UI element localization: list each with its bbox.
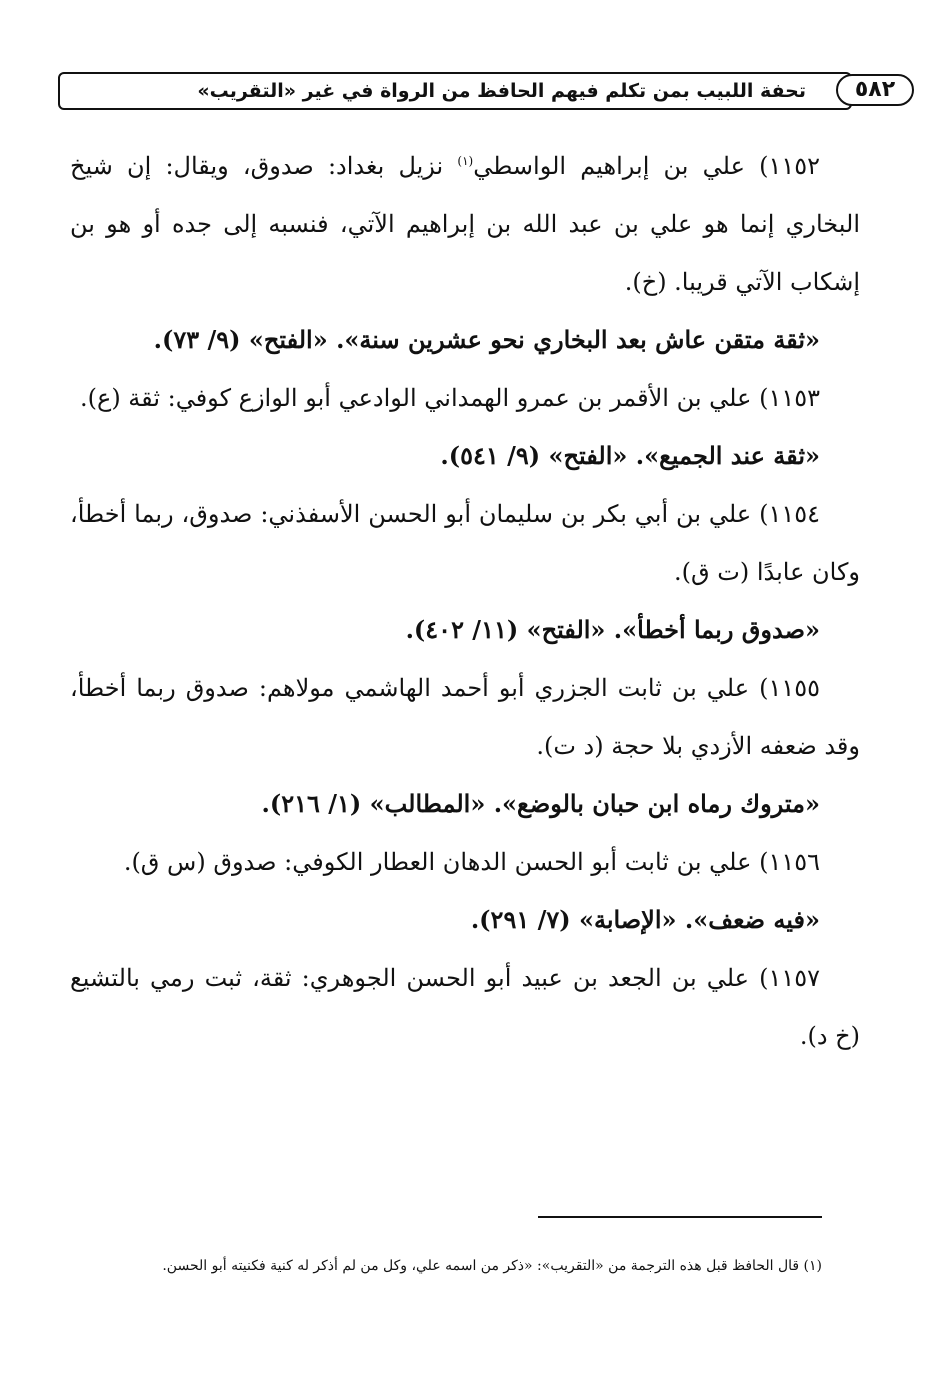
entry-note-1152: «ثقة متقن عاش بعد البخاري نحو عشرين سنة». «الفتح» (٩/ ٧٣). bbox=[153, 325, 820, 354]
entry-1152 bbox=[70, 132, 860, 311]
entry-1156: ١١٥٦) علي بن ثابت أبو الحسن الدهان العطار الكوفي: صدوق (س ق). bbox=[123, 848, 820, 876]
entry-1154: ١١٥٤) علي بن أبي بكر بن سليمان أبو الحسن الأسفذني: صدوق، ربما أخطأ، وكان عابدًا (ت ق). bbox=[70, 500, 860, 586]
page-number: ٥٨٢ bbox=[836, 74, 914, 106]
footnote-marker: (١) bbox=[457, 154, 474, 168]
book-title: تحفة اللبيب بمن تكلم فيهم الحافظ من الرواة في غير «التقريب» bbox=[197, 80, 806, 102]
entry-note-1154: «صدوق ربما أخطأ». «الفتح» (١١/ ٤٠٢). bbox=[405, 615, 820, 644]
entry-note-1156: «فيه ضعف». «الإصابة» (٧/ ٢٩١). bbox=[470, 905, 820, 934]
footnote-separator bbox=[538, 1216, 822, 1218]
entry-1153: ١١٥٣) علي بن الأقمر بن عمرو الهمداني الوادعي أبو الوازع كوفي: ثقة (ع). bbox=[80, 384, 820, 412]
entry-text: ١١٥٢) علي بن إبراهيم الواسطي bbox=[473, 152, 820, 180]
entry-1155: ١١٥٥) علي بن ثابت الجزري أبو أحمد الهاشمي مولاهم: صدوق ربما أخطأ، وقد ضعفه الأزدي بلا حجة (د ت). bbox=[70, 674, 860, 760]
entry-note-1153: «ثقة عند الجميع». «الفتح» (٩/ ٥٤١). bbox=[440, 441, 820, 470]
main-text bbox=[70, 132, 860, 1065]
footnote: (١) قال الحافظ قبل هذه الترجمة من «التقريب»: «ذكر من اسمه علي، وكل من لم أذكر له كنية فكنيته أبو الحسن. bbox=[162, 1258, 822, 1274]
entry-1157: ١١٥٧) علي بن الجعد بن عبيد أبو الحسن الجوهري: ثقة، ثبت رمي بالتشيع (خ د). bbox=[70, 964, 860, 1050]
entry-text-continued: نزيل بغداد: صدوق، ويقال: إن شيخ البخاري إنما هو علي بن عبد الله بن إبراهيم الآتي، فنسبه إلى جده أو هو بن إشكاب الآتي قريبا. (خ). bbox=[70, 152, 860, 296]
entry-note-1155: «متروك رماه ابن حبان بالوضع». «المطالب» (١/ ٢١٦). bbox=[261, 789, 820, 818]
